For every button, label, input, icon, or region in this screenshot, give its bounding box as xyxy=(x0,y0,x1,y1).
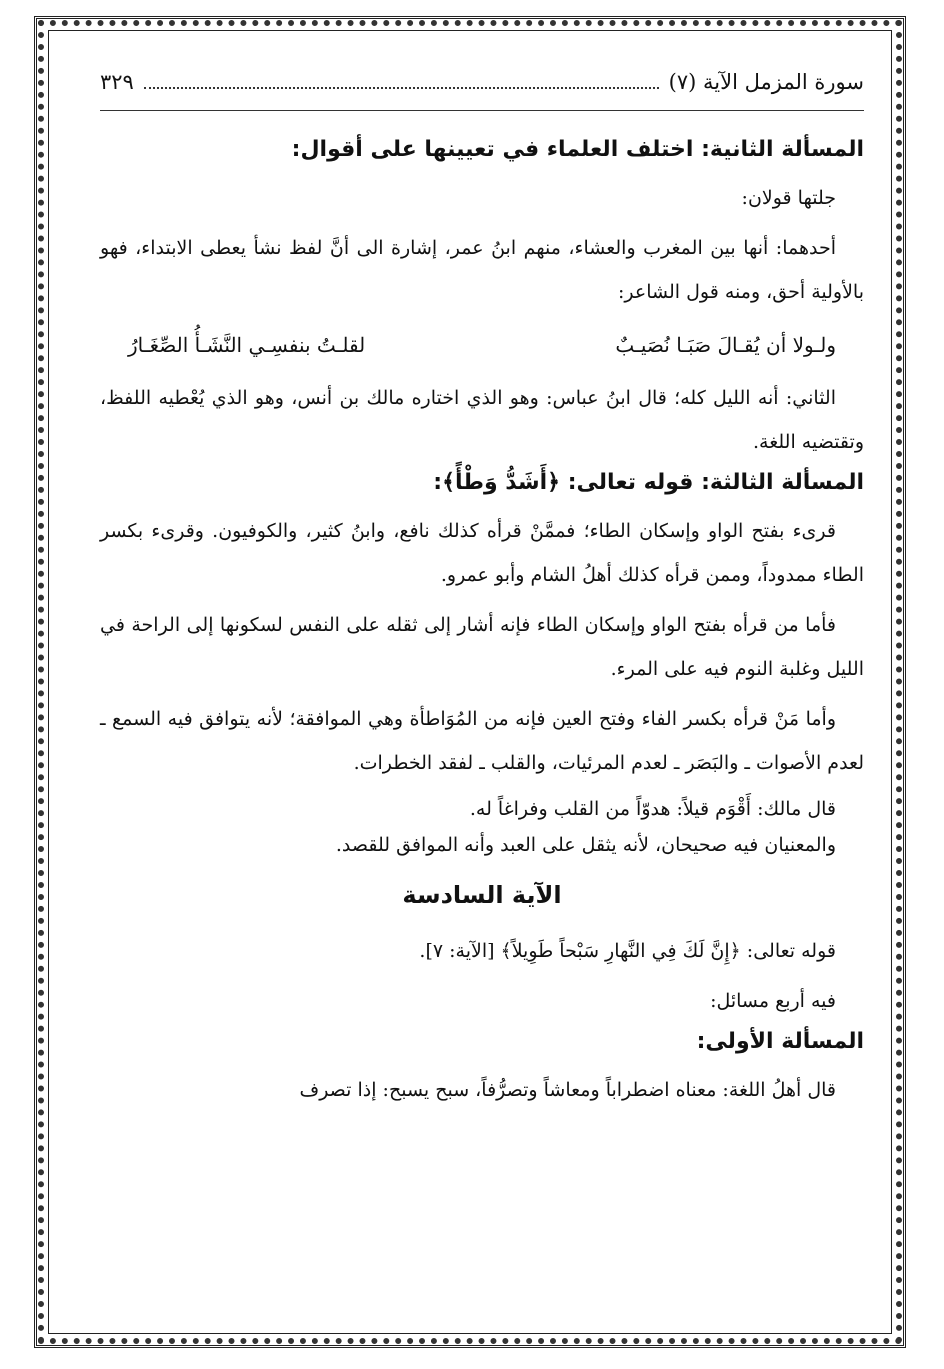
paragraph: أحدهما: أنها بين المغرب والعشاء، منهم ابنُ عمر، إشارة الى أنَّ لفظ نشأ يعطى الابتداء، فهو بالأولية أحق، ومنه قول الشاعر: xyxy=(100,237,864,303)
heading-first-issue: المسألة الأولى: xyxy=(696,1029,864,1054)
paragraph: فأما من قرأه بفتح الواو وإسكان الطاء فإنه أشار إلى ثقله على النفس لسكونها إلى الراحة في الليل وغلبة النوم فيه على المرء. xyxy=(100,614,864,680)
paragraph: فيه أربع مسائل: xyxy=(710,990,836,1012)
section-title: الآية السادسة xyxy=(402,881,562,909)
paragraph: والمعنيان فيه صحيحان، لأنه يثقل على العبد وأنه الموافق للقصد. xyxy=(335,834,836,856)
paragraph: قال أهلُ اللغة: معناه اضطراباً ومعاشاً وتصرُّفاً، سبح يسبح: إذا تصرف xyxy=(299,1079,836,1101)
paragraph: جلتها قولان: xyxy=(741,187,836,209)
page-content xyxy=(100,70,864,1118)
poem-verse xyxy=(100,320,864,370)
paragraph: قال مالك: أَقْوَم قيلاً: هدوّاً من القلب وفراغاً له. xyxy=(469,798,836,820)
heading-third-issue: المسألة الثالثة: قوله تعالى: ﴿أَشَدُّ وَطْأً﴾: xyxy=(433,470,864,495)
running-title: سورة المزمل الآية (٧) xyxy=(668,70,864,94)
poem-hemistich-first: ولـولا أن يُقـالَ صَبَـا نُصَيـبٌ xyxy=(615,333,836,357)
paragraph: وأما مَنْ قرأه بكسر الفاء وفتح العين فإنه من المُوَاطأة وهي الموافقة؛ لأنه يتوافق فيه السمع ـ لعدم الأصوات ـ والبَصَر ـ لعدم المرئيات، والقلب ـ لفقد الخطرات. xyxy=(100,708,864,774)
running-header xyxy=(100,70,864,111)
heading-second-issue: المسألة الثانية: اختلف العلماء في تعيينها على أقوال: xyxy=(291,137,864,162)
poem-hemistich-second: لقلـتُ بنفسِـي النَّشَـأُ الصِّغَـارُ xyxy=(128,333,366,357)
page-number: ٣٢٩ xyxy=(100,70,134,94)
header-leader-dots xyxy=(144,87,659,89)
paragraph: قرىء بفتح الواو وإسكان الطاء؛ فممَّنْ قرأه كذلك نافع، وابنُ كثير، والكوفيون. وقرىء بكسر الطاء ممدوداً، وممن قرأه كذلك أهلُ الشام وأبو عمرو. xyxy=(100,520,864,586)
paragraph: قوله تعالى: ﴿إِنَّ لَكَ فِي النَّهارِ سَبْحاً طَوِيلاً﴾ [الآية: ٧]. xyxy=(419,940,836,962)
paragraph: الثاني: أنه الليل كله؛ قال ابنُ عباس: وهو الذي اختاره مالك بن أنس، وهو الذي يُعْطيه اللفظ، وتقتضيه اللغة. xyxy=(100,387,864,453)
